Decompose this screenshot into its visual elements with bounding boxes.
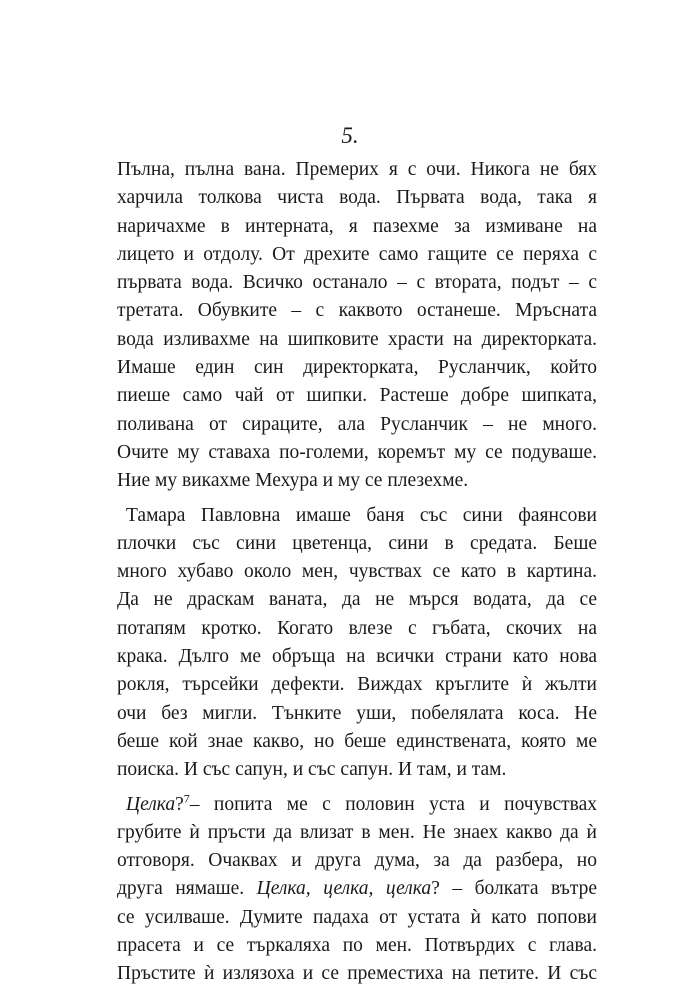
text-line: плочки със сини цветенца, сини в средата. Беше — [117, 532, 597, 554]
text-fragment: – попита ме с половин уста и почувствах — [189, 793, 597, 815]
text-line: крака. Дълго ме обръща на всички страни като нова — [117, 646, 597, 668]
text-line: Тамара Павловна имаше баня със сини фаянсови — [126, 504, 597, 526]
text-line: се усилваше. Думите падаха от устата ѝ като попови — [117, 906, 597, 928]
text-line: първата вода. Всичко останало – с втората, подът – с — [117, 272, 597, 294]
paragraph-1 — [117, 156, 597, 496]
text-line: третата. Обувките – с каквото останеше. Мръсната — [117, 300, 597, 322]
text-line: наричахме в интерната, я пазехме за измиване на — [117, 215, 597, 237]
italic-word: Целка — [126, 793, 176, 815]
text-line: Пръстите ѝ излязоха и се преместиха на петите. И със — [117, 963, 597, 985]
text-line: отговоря. Очаквах и друга дума, за да разбера, но — [117, 850, 597, 872]
text-line: прасета и се търкаляха по мен. Потвърдих с глава. — [117, 935, 597, 957]
footnote-reference[interactable]: 7 — [183, 791, 190, 806]
text-line: рокля, търсейки дефекти. Виждах кръглите ѝ жълти — [117, 674, 597, 696]
text-line: харчила толкова чиста вода. Първата вода, така я — [117, 187, 597, 209]
text-line — [117, 791, 597, 819]
text-line: беше кой знае какво, но беше единствената, която ме — [117, 730, 597, 752]
text-line: Ние му викахме Мехура и му се плезехме. — [117, 470, 469, 492]
paragraph-2 — [117, 502, 597, 785]
text-line: поливана от сираците, ала Русланчик – не много. — [117, 413, 597, 435]
text-line: поиска. И със сапун, и със сапун. И там, и там. — [117, 759, 507, 781]
paragraph-3 — [117, 791, 597, 989]
text-line: Имаше един син директорката, Русланчик, който — [117, 357, 597, 379]
text-fragment: ? – болката вътре — [431, 878, 597, 900]
question-mark: ? — [175, 793, 184, 815]
text-line: Да не драскам ваната, да не мърся водата, да се — [117, 589, 597, 611]
text-line: пиеше само чай от шипки. Растеше добре шипката, — [117, 385, 597, 407]
text-line: грубите ѝ пръсти да влизат в мен. Не знаех какво да ѝ — [117, 821, 597, 843]
text-line — [117, 875, 597, 903]
text-fragment: друга нямаше. — [117, 878, 257, 900]
text-line: лицето и отдолу. От дрехите само гащите се перяха с — [117, 243, 597, 265]
text-line: Очите му ставаха по-големи, коремът му се подуваше. — [117, 441, 597, 463]
chapter-number: 5. — [341, 123, 359, 148]
text-line: много хубаво около мен, чувствах се като в картина. — [117, 561, 597, 583]
italic-words: Целка, целка, целка — [256, 878, 432, 900]
text-line: Пълна, пълна вана. Премерих я с очи. Никога не бях — [117, 159, 597, 180]
text-line: очи без мигли. Тънките уши, побелялата коса. Не — [117, 702, 597, 724]
text-line: вода изливахме на шипковите храсти на директорката. — [117, 328, 597, 350]
text-line: потапям кротко. Когато влезе с гъбата, скочих на — [117, 617, 597, 639]
chapter-text — [117, 156, 597, 989]
